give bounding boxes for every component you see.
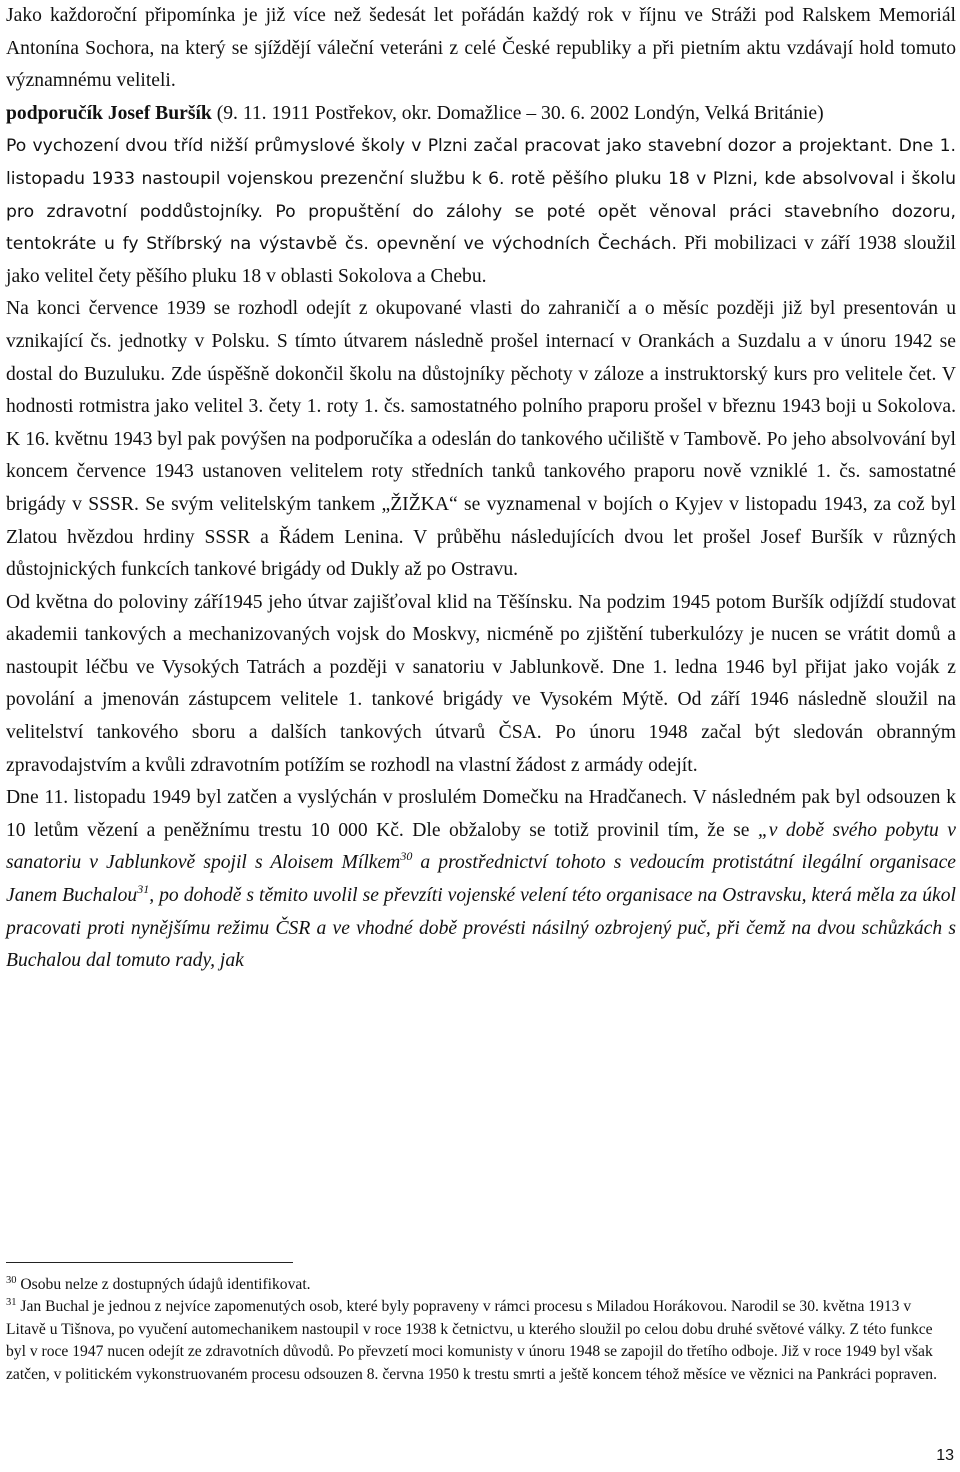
arrest-paragraph	[6, 782, 956, 978]
footnote-divider	[6, 1262, 293, 1263]
footnote-31	[6, 1296, 954, 1386]
page-number: 13	[936, 1447, 954, 1464]
early-life-paragraph	[6, 130, 956, 293]
footnotes	[6, 1274, 954, 1386]
arrest-text: Dne 11. listopadu 1949 byl zatčen a vyslýchán v proslulém Domečku na Hradčanech. V následném pak byl odsouzen k 10 letům vězení a peněžnímu trestu 10 000 Kč. Dle obžaloby se totiž provinil tím, že se	[6, 787, 956, 841]
footnote-text: Osobu nelze z dostupných údajů identifikovat.	[16, 1276, 311, 1293]
war-paragraph: Na konci července 1939 se rozhodl odejít z okupované vlasti do zahraničí a o měsíc později již byl presentován u vznikající čs. jednotky v Polsku. S tímto útvarem následně prošel internací v Orankách a Suzdalu a v únoru 1942 se dostal do Buzuluku. Zde úspěšně dokončil školu na důstojníky pěchoty v záloze a instruktorský kurs pro velitele čet. V hodnosti rotmistra jako velitel 3. čety 1. roty 1. čs. samostatného polního praporu prošel v březnu 1943 boji u Sokolova. K 16. květnu 1943 byl pak povýšen na podporučíka a odeslán do tankového učiliště v Tambově. Po jeho absolvování byl koncem července 1943 ustanoven velitelem roty středních tanků tankového praporu nově vzniklé 1. čs. samostatné brigády v SSSR. Se svým velitelským tankem „ŽIŽKA“ se vyznamenal v bojích o Kyjev v listopadu 1943, za což byl Zlatou hvězdou hrdiny SSSR a Řádem Lenina. V průběhu následujících dvou let prošel Josef Buršík v různých důstojnických funkcích tankové brigády od Dukly až po Ostravu.	[6, 298, 956, 581]
mobilization-text: Při mobilizaci v září 1938 sloužil jako velitel čety pěšího pluku 18 v oblasti Sokolova a Chebu.	[6, 233, 956, 287]
document-body	[6, 0, 956, 978]
footnote-ref-31: 31	[137, 882, 150, 897]
footnote-number: 30	[6, 1275, 17, 1286]
biography-heading	[6, 98, 956, 131]
footnote-ref-30: 30	[400, 849, 413, 864]
indictment-quote-c: , po dohodě s těmito uvolil se převzíti vojenské velení této organisace na Ostravsku, která měla za úkol pracovati proti nynějšímu režimu ČSR a ve vhodné době provésti násilný ozbrojený puč, při čemž na dvou schůzkách s Buchalou dal tomuto rady, jak	[6, 885, 956, 972]
intro-paragraph: Jako každoroční připomínka je již více než šedesát let pořádán každý rok v říjnu ve Stráži pod Ralskem Memoriál Antonína Sochora, na který se sjíždějí váleční veteráni z celé České republiky a při pietním aktu vzdávají hold tomuto významnému veliteli.	[6, 5, 956, 92]
indictment-quote-a: „v době svého pobytu v sanatoriu v Jablunkově spojil s Aloisem Mílkem	[6, 819, 956, 874]
person-dates: (9. 11. 1911 Postřekov, okr. Domažlice – 30. 6. 2002 Londýn, Velká Británie)	[211, 102, 824, 124]
footnote-text: Jan Buchal je jednou z nejvíce zapomenutých osob, které byly popraveny v rámci procesu s Miladou Horákovou. Narodil se 30. května 1913 v Litavě u Tišnova, po vyučení automechanikem nastoupil v roce 1938 k četnictvu, u kterého sloužil po celou dobu druhé světové války. Z této funkce byl v roce 1947 nucen odejít ze zdravotních důvodů. Po převzetí moci komunisty v únoru 1948 se zapojil do třetího odboje. Již v roce 1949 byl však zatčen, v politickém vykonstruovaném procesu odsouzen 8. června 1950 k trestu smrti a ještě koncem téhož měsíce ve věznici na Pankráci popraven.	[6, 1298, 937, 1383]
postwar-paragraph: Od května do poloviny září1945 jeho útvar zajišťoval klid na Těšínsku. Na podzim 1945 potom Buršík odjíždí studovat akademii tankových a mechanizovaných vojsk do Moskvy, nicméně po zjištění tuberkulózy je nucen se vrátit domů a nastoupit léčbu ve Vysokých Tatrách a později v sanatoriu v Jablunkově. Dne 1. ledna 1946 byl přijat jako voják z povolání a jmenován zástupcem velitele 1. tankové brigády ve Vysokém Mýtě. Od září 1946 následně sloužil na velitelství tankového sboru a dalších tankových útvarů ČSA. Po únoru 1948 začal být sledován obranným zpravodajstvím a kvůli zdravotním potížím se rozhodl na vlastní žádost z armády odejít.	[6, 591, 956, 776]
early-life-text: Po vychození dvou tříd nižší průmyslové školy v Plzni začal pracovat jako stavební dozor a projektant. Dne 1. listopadu 1933 nastoupil vojenskou prezenční službu k 6. rotě pěšího pluku 18 v Plzni, kde absolvoval i školu pro zdravotní poddůstojníky. Po propuštění do zálohy se poté opět věnoval práci stavebního dozoru, tentokráte u fy Stříbrský na výstavbě čs. opevnění ve východních Čechách.	[6, 136, 956, 255]
person-name: podporučík Josef Buršík	[6, 102, 212, 124]
footnote-30	[6, 1274, 954, 1296]
indictment-quote-b: a prostřednictví tohoto s vedoucím protistátní ilegální organisace Janem Buchalou	[6, 852, 956, 907]
footnote-number: 31	[6, 1297, 17, 1309]
